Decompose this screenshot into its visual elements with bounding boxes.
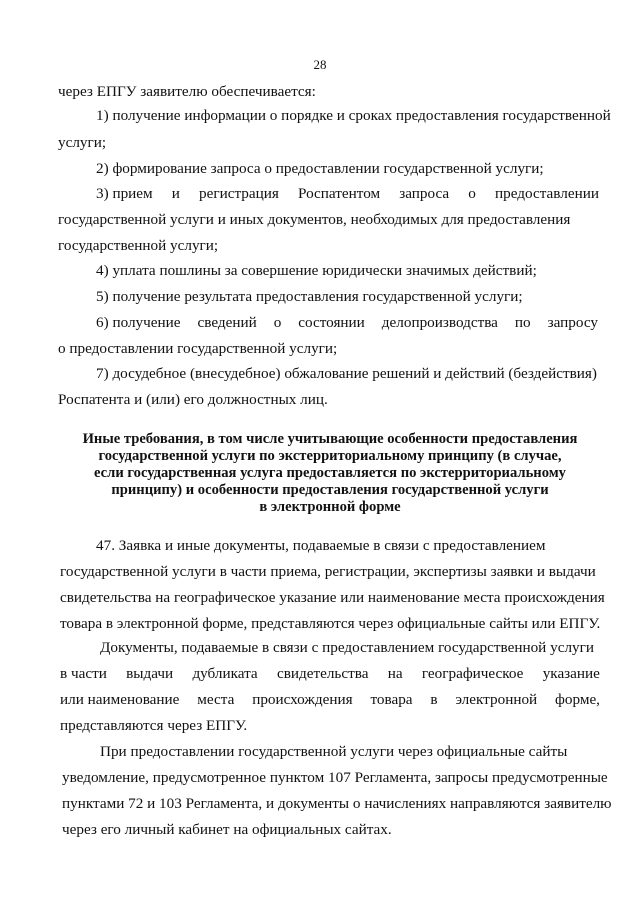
- list-intro: через ЕПГУ заявителю обеспечивается:: [58, 83, 316, 100]
- list-item-7-line-2: Роспатента и (или) его должностных лиц.: [58, 391, 328, 408]
- paragraph-47-line-4: товара в электронной форме, представляются через официальные сайты или ЕПГУ.: [60, 615, 601, 632]
- list-item-4: 4) уплата пошлины за совершение юридически значимых действий;: [96, 262, 537, 279]
- paragraph-documents-line-2: [60, 664, 600, 684]
- word: сведений: [197, 314, 257, 331]
- paragraph-47-line-2: государственной услуги в части приема, регистрации, экспертизы заявки и выдачи: [60, 563, 596, 580]
- word: в: [430, 691, 438, 708]
- word: состоянии: [298, 314, 365, 331]
- list-item-2: 2) формирование запроса о предоставлении государственной услуги;: [96, 160, 544, 177]
- word: выдачи: [126, 665, 174, 682]
- section-heading-line-1: Иные требования, в том числе учитывающие особенности предоставления: [82, 431, 578, 447]
- word: электронной: [455, 691, 538, 708]
- paragraph-sites-line-4: через его личный кабинет на официальных сайтах.: [62, 821, 392, 838]
- paragraph-documents-line-3: [60, 690, 600, 710]
- list-item-3-line-2: государственной услуги и иных документов, необходимых для предоставления: [58, 211, 571, 228]
- word: предоставлении: [495, 185, 599, 202]
- paragraph-sites-line-2: уведомление, предусмотренное пунктом 107 Регламента, запросы предусмотренные: [62, 769, 608, 786]
- word: Роспатентом: [298, 185, 381, 202]
- word: или наименование: [60, 691, 180, 708]
- list-item-3-line-3: государственной услуги;: [58, 237, 219, 254]
- list-item-7-line-1: 7) досудебное (внесудебное) обжалование решений и действий (бездействия): [96, 365, 597, 382]
- paragraph-sites-line-3: пунктами 72 и 103 Регламента, и документы о начислениях направляются заявителю: [62, 795, 612, 812]
- section-heading-line-5: в электронной форме: [259, 499, 401, 515]
- word: свидетельства: [276, 665, 369, 682]
- list-item-6-line-1: [96, 313, 598, 333]
- word: в части: [60, 665, 107, 682]
- word: дубликата: [192, 665, 258, 682]
- word: 3) прием: [96, 185, 153, 202]
- paragraph-47-line-1: 47. Заявка и иные документы, подаваемые в связи с предоставлением: [96, 537, 546, 554]
- list-item-6-line-2: о предоставлении государственной услуги;: [58, 340, 338, 357]
- word: по: [514, 314, 531, 331]
- list-item-3-line-1: [96, 184, 599, 204]
- section-heading-line-4: принципу) и особенности предоставления государственной услуги: [111, 482, 549, 498]
- word: географическое: [421, 665, 524, 682]
- paragraph-documents-line-1: Документы, подаваемые в связи с предоставлением государственной услуги: [100, 639, 594, 656]
- paragraph-sites-line-1: При предоставлении государственной услуги через официальные сайты: [100, 743, 568, 760]
- section-heading-line-3: если государственная услуга предоставляется по экстерриториальному: [94, 465, 566, 481]
- word: регистрация: [199, 185, 279, 202]
- list-item-1-line-1: 1) получение информации о порядке и сроках предоставления государственной: [96, 107, 611, 124]
- page-number: 28: [313, 57, 327, 72]
- word: о: [273, 314, 282, 331]
- section-heading-line-2: государственной услуги по экстерриториальному принципу (в случае,: [98, 448, 562, 464]
- word: о: [468, 185, 476, 202]
- word: форме,: [555, 691, 600, 708]
- paragraph-documents-line-4: представляются через ЕПГУ.: [60, 717, 248, 734]
- word: происхождения: [252, 691, 353, 708]
- word: запросу: [547, 314, 598, 331]
- word: указание: [542, 665, 600, 682]
- list-item-5: 5) получение результата предоставления государственной услуги;: [96, 288, 523, 305]
- word: и: [171, 185, 180, 202]
- paragraph-47-line-3: свидетельства на географическое указание или наименование места происхождения: [60, 589, 605, 606]
- word: товара: [370, 691, 413, 708]
- list-item-1-line-2: услуги;: [58, 134, 107, 151]
- word: делопроизводства: [381, 314, 498, 331]
- word: на: [387, 665, 403, 682]
- word: 6) получение: [96, 314, 181, 331]
- word: запроса: [399, 185, 450, 202]
- word: места: [197, 691, 235, 708]
